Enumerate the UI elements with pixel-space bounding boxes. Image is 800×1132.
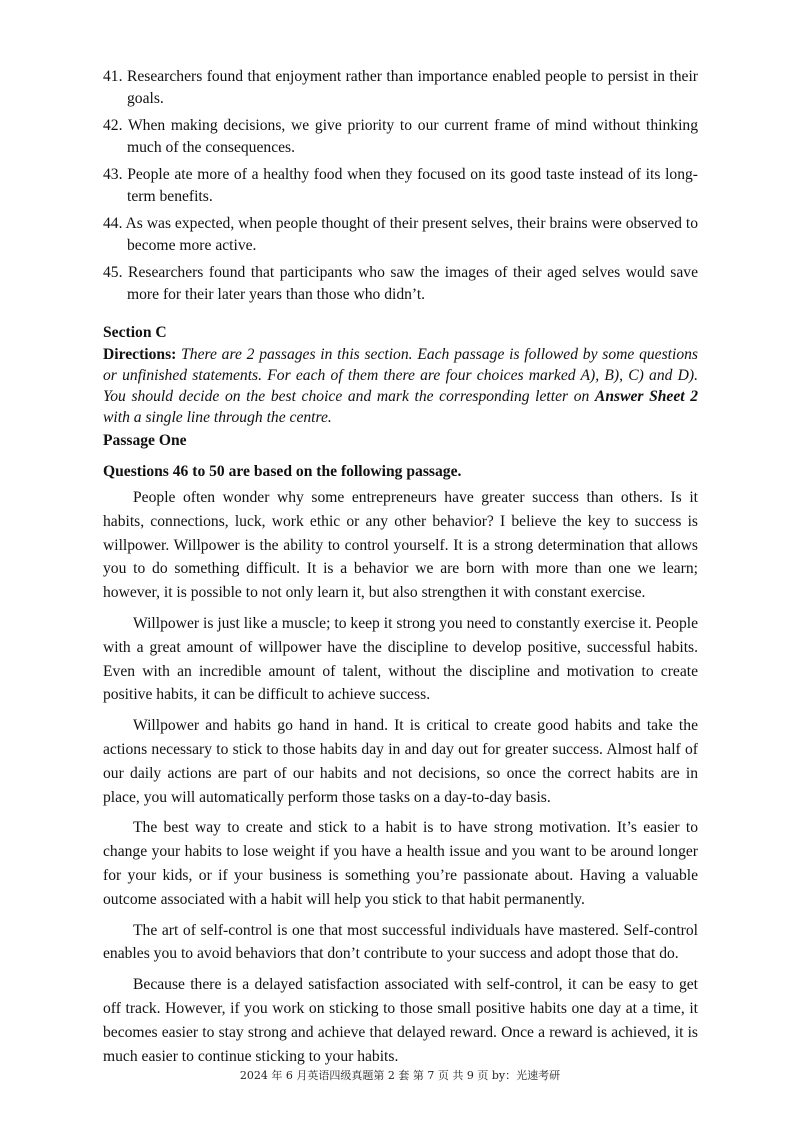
- question-number: 41.: [103, 68, 123, 85]
- passage-paragraph: Willpower and habits go hand in hand. It is critical to create good habits and take the actions necessary to stick to those habits day in and day out for greater success. Almost half of our daily actions are part of our habits and not decisions, so once the correct habits are in place, you will automatically perform those tasks on a day-to-day basis.: [103, 717, 698, 806]
- question-text: When making decisions, we give priority to our current frame of mind without thinking much of the consequences.: [127, 117, 698, 156]
- question-number: 44.: [103, 215, 123, 232]
- question-text: Researchers found that enjoyment rather than importance enabled people to persist in their goals.: [126, 68, 698, 107]
- directions-text-end: with a single line through the centre.: [103, 409, 332, 426]
- directions: [103, 344, 698, 428]
- passage-title: Passage One: [103, 432, 187, 449]
- passage-paragraph: Because there is a delayed satisfaction associated with self-control, it can be easy to get off track. However, if you work on sticking to those small positive habits one day at a time, it becomes easier to stay strong and achieve that delayed reward. Once a reward is achieved, it is much easier to continue sticking to your habits.: [103, 976, 698, 1065]
- section-title: Section C: [103, 324, 167, 341]
- questions-range-heading: Questions 46 to 50 are based on the following passage.: [103, 463, 462, 480]
- passage-paragraph: People often wonder why some entrepreneurs have greater success than others. Is it habits, connections, luck, work ethic or any other behavior? I believe the key to success is willpower. Willpower is the ability to control yourself. It is a strong determination that allows you to do something difficult. It is a behavior we are born with more than one we learn; however, it is possible to not only learn it, but also strengthen it with constant exercise.: [103, 489, 698, 602]
- exam-page: [103, 66, 698, 1075]
- question-text: People ate more of a healthy food when they focused on its good taste instead of its long-term benefits.: [127, 166, 699, 205]
- question-number: 45.: [103, 264, 123, 281]
- passage-paragraph: Willpower is just like a muscle; to keep it strong you need to constantly exercise it. People with a great amount of willpower have the discipline to develop positive, successful habits. Even with an incredible amount of talent, without the discipline and motivation to create positive habits, it can be difficult to achieve success.: [103, 614, 698, 704]
- passage-paragraph: The best way to create and stick to a habit is to have strong motivation. It’s easier to change your habits to lose weight if you have a health issue and you want to be around longer for your kids, or if your business is something you’re passionate about. Having a valuable outcome associated with a habit will help you stick to that habit permanently.: [103, 819, 698, 908]
- question-42: [103, 115, 698, 159]
- answer-sheet-label: Answer Sheet 2: [594, 388, 698, 405]
- question-text: Researchers found that participants who saw the images of their aged selves would save more for their later years than those who didn’t.: [127, 264, 698, 303]
- directions-label: Directions:: [103, 346, 177, 363]
- page-footer: 2024 年 6 月英语四级真题第 2 套 第 7 页 共 9 页 by：光速考研: [239, 1069, 561, 1082]
- question-number: 42.: [103, 117, 123, 134]
- question-number: 43.: [103, 166, 123, 183]
- question-44: [103, 213, 698, 257]
- question-41: [103, 66, 698, 110]
- passage-paragraph: The art of self-control is one that most successful individuals have mastered. Self-control enables you to avoid behaviors that don’t contribute to your success and adopt those that do.: [103, 921, 698, 963]
- question-text: As was expected, when people thought of their present selves, their brains were observed to become more active.: [125, 215, 699, 254]
- directions-text: There are 2 passages in this section. Each passage is followed by some questions or unfinished statements. For each of them there are four choices marked A), B), C) and D). You should decide on the best choice and mark the corresponding letter on: [103, 346, 698, 405]
- question-45: [103, 262, 698, 306]
- question-43: [103, 164, 698, 208]
